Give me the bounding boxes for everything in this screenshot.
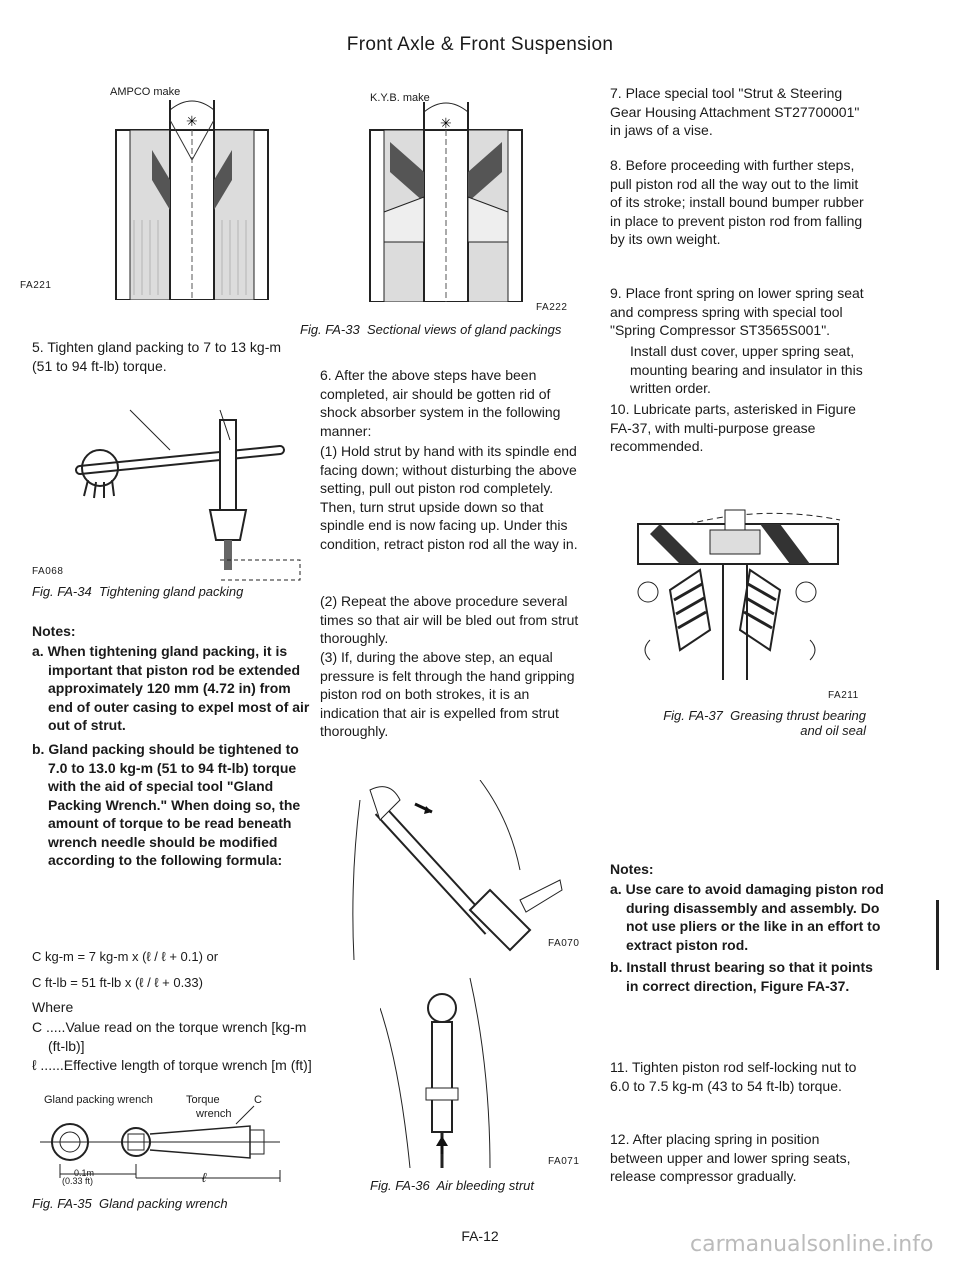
fa35-label-torque-wrench: wrench	[196, 1108, 232, 1120]
fa35-label-c: C	[254, 1094, 262, 1106]
fa34-code: FA068	[32, 566, 64, 577]
fa33-caption-num: Fig. FA-33	[300, 322, 360, 337]
fa37-caption-text-2: and oil seal	[800, 723, 866, 738]
step-6-2: (2) Repeat the above procedure several times so that air will be bled out from strut thoroughly.	[320, 593, 579, 646]
page-header: Front Axle & Front Suspension	[346, 34, 614, 55]
fa33-caption-text: Sectional views of gland packings	[366, 322, 562, 337]
fa33-right-label: K.Y.B. make	[370, 92, 430, 104]
col1-note-a: a. When tightening gland packing, it is important that piston rod be extended approximately 120 mm (4.72 in) from end of outer casing to expel most of air out of strut.	[32, 643, 310, 733]
fa35-caption-num: Fig. FA-35	[32, 1196, 92, 1211]
fa34-caption-text: Tightening gland packing	[98, 584, 244, 599]
col3-note-a: a. Use care to avoid damaging piston rod during disassembly and assembly. Do not use pliers or the like in an effort to extract piston rod.	[610, 881, 884, 953]
step-5: 5. Tighten gland packing to 7 to 13 kg-m (51 to 94 ft-lb) torque.	[32, 339, 282, 374]
fa37-caption	[626, 708, 866, 738]
step-11: 11. Tighten piston rod self-locking nut to 6.0 to 7.5 kg-m (43 to 54 ft-lb) torque.	[610, 1059, 857, 1094]
step-12: 12. After placing spring in position between upper and lower spring seats, release compressor gradually.	[610, 1131, 851, 1184]
fa36-top-drawing	[340, 780, 570, 960]
fa33-right-code: FA222	[536, 302, 568, 313]
svg-text:✳: ✳	[186, 114, 198, 130]
step-8: 8. Before proceeding with further steps, pull piston rod all the way out to the limit of its stroke; install bound bumper rubber in place to prevent piston rod from falling by its own weight.	[610, 157, 864, 247]
fa35-label-wrench: Gland packing wrench	[44, 1094, 153, 1106]
formula-kgm: C kg-m = 7 kg-m x (ℓ / ℓ + 0.1) or	[32, 949, 219, 964]
fa35-l: ℓ	[202, 1170, 207, 1185]
fa34-caption	[32, 584, 243, 599]
col3-note-b: b. Install thrust bearing so that it points in correct direction, Figure FA-37.	[610, 959, 873, 994]
fa34-caption-num: Fig. FA-34	[32, 584, 92, 599]
fa37-drawing	[610, 480, 870, 680]
step-6: 6. After the above steps have been completed, air should be gotten rid of shock absorber system in the following manner:	[320, 367, 561, 439]
page-number: FA-12	[461, 1228, 499, 1244]
edge-bar	[936, 900, 939, 970]
fa35-dim-ft: (0.33 ft)	[62, 1176, 94, 1186]
fa36-code-bottom: FA071	[548, 1156, 580, 1167]
col1-note-b: b. Gland packing should be tightened to 7.0 to 13.0 kg-m (51 to 94 ft-lb) torque with the aid of special tool "Gland Packing Wrench." When doing so, the amount of torque to be read beneath wrench needle should be modified according to the following formula:	[32, 741, 301, 868]
fa33-left-code: FA221	[20, 280, 52, 291]
formula-ftlb: C ft-lb = 51 ft-lb x (ℓ / ℓ + 0.33)	[32, 975, 203, 990]
fa37-caption-num: Fig. FA-37	[663, 708, 723, 723]
fa35-caption-text: Gland packing wrench	[98, 1196, 228, 1211]
fa36-caption-text: Air bleeding strut	[436, 1178, 535, 1193]
step-9b: Install dust cover, upper spring seat, mounting bearing and insulator in this written order.	[630, 343, 863, 396]
where-label: Where	[32, 999, 74, 1015]
step-6-1: (1) Hold strut by hand with its spindle end facing down; without disturbing the above setting, pull out piston rod completely. Then, turn strut upside down so that spindle end is now facing up. Under this condition, retract piston rod all the way in.	[320, 443, 578, 552]
def-c: C .....Value read on the torque wrench [kg-m (ft-lb)]	[32, 1019, 307, 1054]
fa35-label-torque: Torque	[186, 1094, 220, 1106]
fa33-caption	[300, 322, 561, 337]
step-7: 7. Place special tool "Strut & Steering Gear Housing Attachment ST27700001" in jaws of a vise.	[610, 85, 860, 138]
fa35-caption	[32, 1196, 228, 1211]
step-6-3: (3) If, during the above step, an equal pressure is felt through the hand gripping piston rod on both strokes, it is an indication that air is expelled from strut thoroughly.	[320, 649, 575, 739]
watermark: carmanualsonline.info	[690, 1232, 934, 1257]
fa36-caption	[370, 1178, 534, 1193]
fa33-left-drawing	[112, 100, 272, 300]
fa33-right-drawing	[366, 102, 526, 302]
col1-notes-title: Notes:	[32, 623, 76, 639]
step-10: 10. Lubricate parts, asterisked in Figure FA-37, with multi-purpose grease recommended.	[610, 401, 856, 454]
svg-text:✳: ✳	[440, 116, 452, 132]
col3-notes-title: Notes:	[610, 861, 654, 877]
fa36-bottom-drawing	[380, 968, 530, 1178]
def-l: ℓ ......Effective length of torque wrench [m (ft)]	[32, 1057, 312, 1073]
fa36-caption-num: Fig. FA-36	[370, 1178, 430, 1193]
fa37-caption-text-1: Greasing thrust bearing	[730, 708, 866, 723]
fa36-code-top: FA070	[548, 938, 580, 949]
fa37-code: FA211	[828, 690, 859, 701]
fa33-left-label: AMPCO make	[110, 86, 181, 98]
step-9: 9. Place front spring on lower spring seat and compress spring with special tool "Spring Compressor ST3565S001".	[610, 285, 864, 338]
fa34-drawing	[70, 400, 310, 590]
fa35-dim: 0.1m	[74, 1168, 95, 1178]
